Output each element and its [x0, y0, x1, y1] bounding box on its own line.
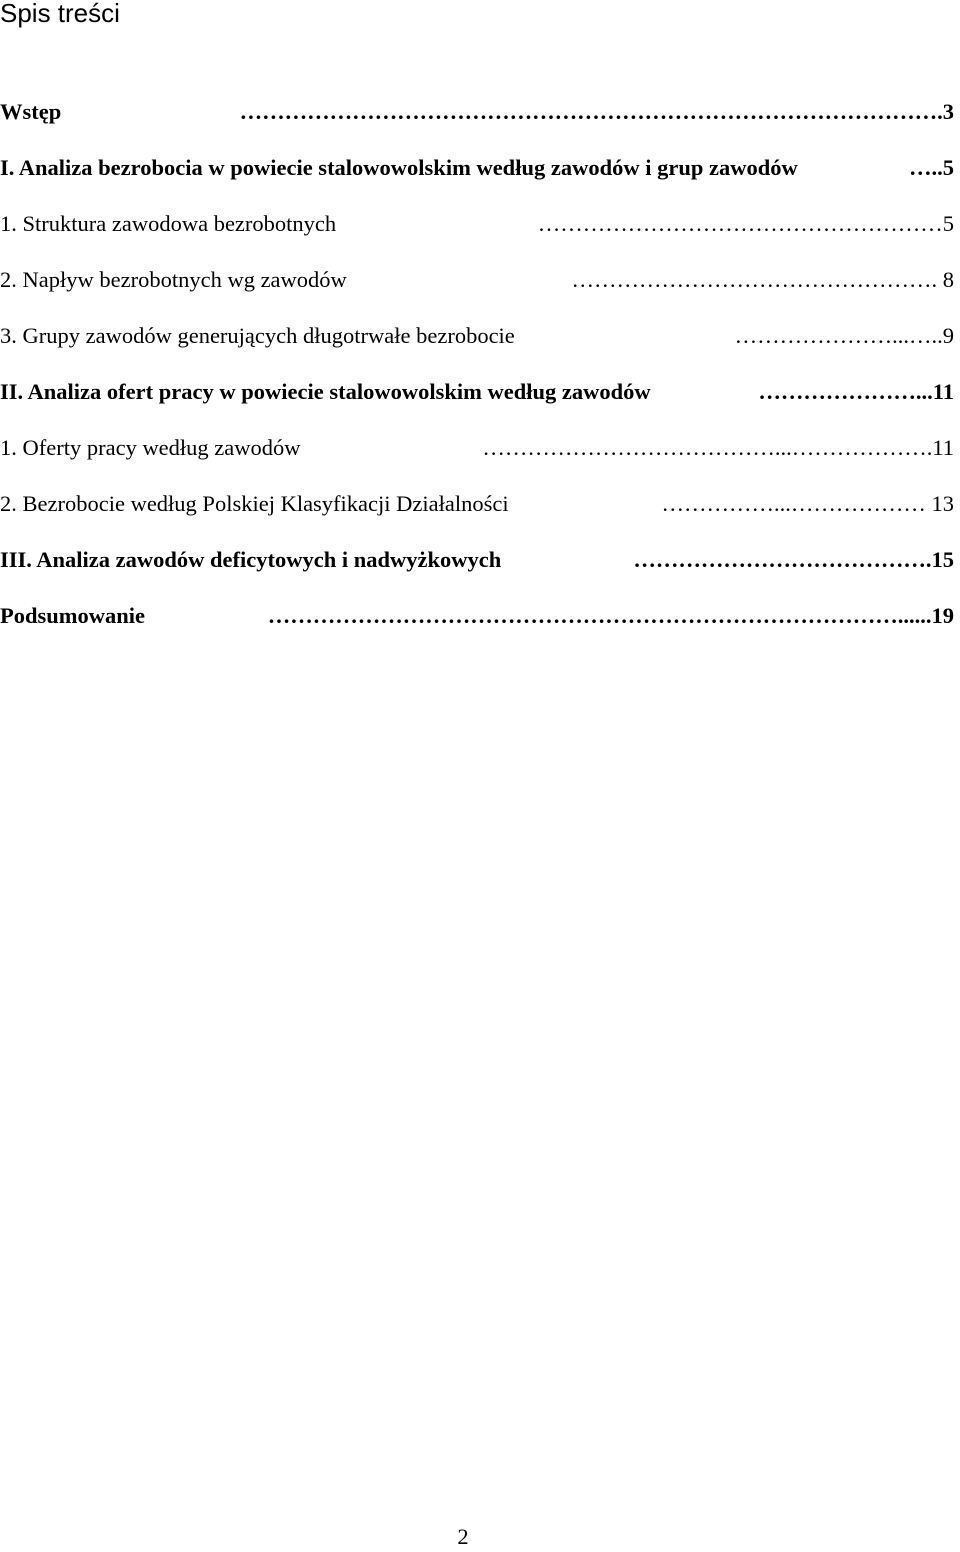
- page-title: Spis treści: [0, 0, 120, 28]
- toc-entry-title: III. Analiza zawodów deficytowych i nadwyżkowych: [0, 547, 502, 572]
- toc-entry-leader: ………………………………….15: [633, 547, 954, 572]
- toc-entry-section-1-3: [0, 308, 954, 364]
- toc-entry-introduction: [0, 84, 954, 140]
- toc-entry-section-1-2: [0, 252, 954, 308]
- toc-entry-title: 3. Grupy zawodów generujących długotrwałe bezrobocie: [0, 323, 515, 348]
- toc-entry-title: 2. Bezrobocie według Polskiej Klasyfikacji Działalności: [0, 491, 509, 516]
- toc-entry-chapter-2: [0, 364, 954, 420]
- page-number: 2: [457, 1524, 469, 1549]
- toc-entry-leader: ………………………………………………………………………………….3: [239, 99, 954, 124]
- table-of-contents: [0, 84, 954, 644]
- toc-entry-section-1-1: [0, 196, 954, 252]
- toc-entry-title: 1. Oferty pracy według zawodów: [0, 435, 301, 460]
- toc-entry-leader: …..5: [909, 155, 954, 180]
- toc-entry-title: II. Analiza ofert pracy w powiecie stalowowolskim według zawodów: [0, 379, 651, 404]
- toc-entry-title: I. Analiza bezrobocia w powiecie stalowowolskim według zawodów i grup zawodów: [0, 155, 798, 180]
- toc-entry-summary: [0, 588, 954, 644]
- toc-entry-leader: ………………………………………………5: [537, 211, 954, 236]
- toc-entry-title: Podsumowanie: [0, 603, 146, 628]
- toc-entry-section-2-2: [0, 476, 954, 532]
- toc-entry-chapter-3: [0, 532, 954, 588]
- toc-entry-chapter-1: [0, 140, 954, 196]
- toc-entry-leader: …………………………………………. 8: [571, 267, 954, 292]
- toc-entry-title: 1. Struktura zawodowa bezrobotnych: [0, 211, 337, 236]
- toc-entry-leader: ……………...……………… 13: [661, 491, 954, 516]
- toc-entry-leader: …………………………………………………………………………......19: [267, 603, 954, 628]
- toc-entry-leader: …………………...…..9: [734, 323, 954, 348]
- toc-entry-title: Wstęp: [0, 99, 62, 124]
- toc-entry-leader: …………………………………...……………….11: [482, 435, 954, 460]
- toc-entry-section-2-1: [0, 420, 954, 476]
- toc-entry-title: 2. Napływ bezrobotnych wg zawodów: [0, 267, 347, 292]
- toc-entry-leader: …………………...11: [758, 379, 954, 404]
